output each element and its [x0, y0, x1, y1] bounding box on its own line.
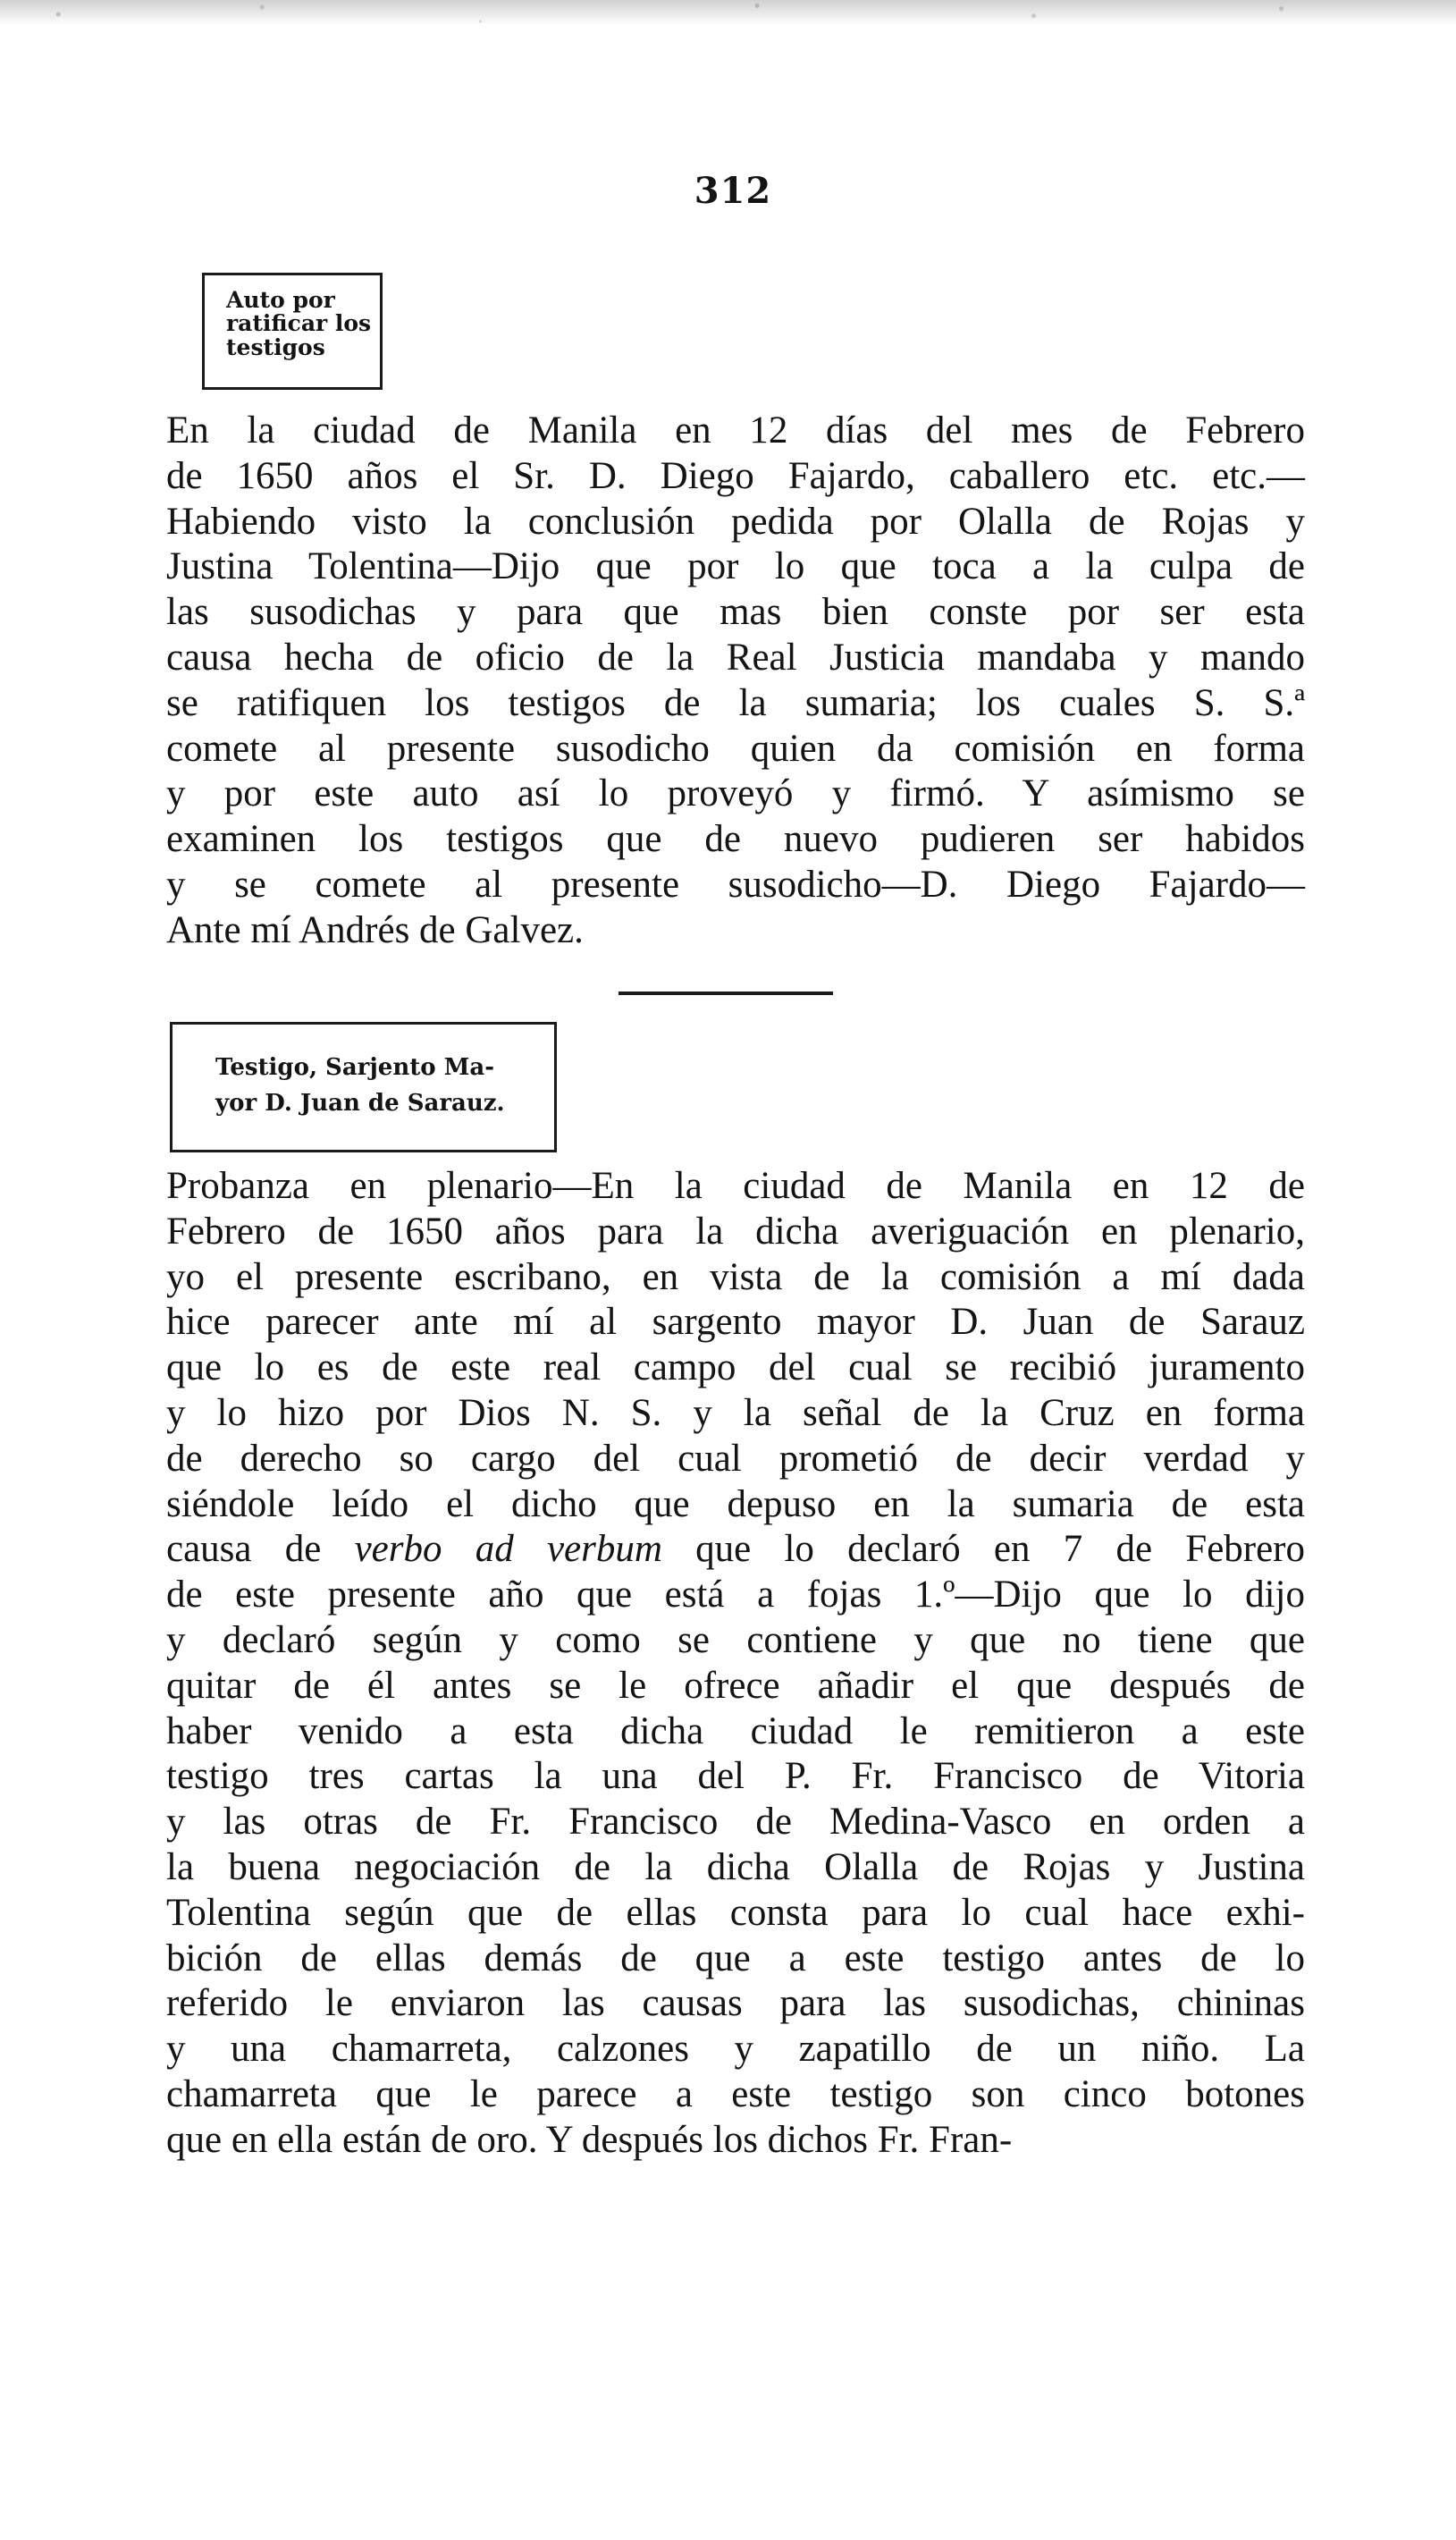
text-line: y se comete al presente susodicho—D. Diego Fajardo—: [166, 863, 1305, 906]
text-line: chamarreta que le parece a este testigo son cinco botones: [166, 2072, 1305, 2115]
text-line: bición de ellas demás de que a este testigo antes de lo: [166, 1937, 1305, 1979]
text-line: y lo hizo por Dios N. S. y la señal de la Cruz en forma: [166, 1391, 1305, 1434]
margin-note-testigo-text: Testigo, Sarjento Ma- yor D. Juan de Sarauz.: [215, 1054, 505, 1118]
text-line: testigo tres cartas la una del P. Fr. Francisco de Vitoria: [166, 1755, 1305, 1798]
text-line: que en ella están de oro. Y después los dichos Fr. Fran-: [166, 2118, 1013, 2161]
text-line: la buena negociación de la dicha Olalla de Rojas y Justina: [166, 1845, 1305, 1888]
text-line-mixed: [166, 1527, 1305, 1573]
text-line: haber venido a esta dicha ciudad le remitieron a este: [166, 1709, 1305, 1752]
italic-phrase: verbo ad verbum: [354, 1528, 662, 1571]
section-divider: [619, 992, 833, 995]
text-line: y por este auto así lo proveyó y firmó. Y asímismo se: [166, 772, 1305, 815]
text-line: Justina Tolentina—Dijo que por lo que toca a la culpa de: [166, 545, 1305, 588]
text-line: Probanza en plenario—En la ciudad de Manila en 12 de: [166, 1165, 1305, 1207]
scan-speckles: [0, 0, 1456, 72]
text-line: Ante mí Andrés de Galvez.: [166, 908, 584, 951]
text-line: comete al presente susodicho quien da comisión en forma: [166, 727, 1305, 770]
text-line: Tolentina según que de ellas consta para lo cual hace exhi-: [166, 1891, 1305, 1934]
text-line: causa hecha de oficio de la Real Justicia mandaba y mando: [166, 636, 1305, 679]
text-segment: causa de: [166, 1528, 355, 1571]
text-line: siéndole leído el dicho que depuso en la sumaria de esta: [166, 1482, 1305, 1525]
margin-note-testigo: [170, 1022, 557, 1152]
text-line: Habiendo visto la conclusión pedida por Olalla de Rojas y: [166, 500, 1305, 543]
text-line: las susodichas y para que mas bien conste por ser esta: [166, 591, 1305, 634]
text-line: de este presente año que está a fojas 1.º—Dijo que lo dijo: [166, 1574, 1305, 1616]
text-segment: que lo declaró en 7 de Febrero: [661, 1528, 1306, 1571]
text-line: Febrero de 1650 años para la dicha averiguación en plenario,: [166, 1210, 1305, 1253]
text-line: y las otras de Fr. Francisco de Medina-Vasco en orden a: [166, 1801, 1305, 1844]
text-line: se ratifiquen los testigos de la sumaria; los cuales S. S.ª: [166, 681, 1305, 724]
text-line: quitar de él antes se le ofrece añadir el que después de: [166, 1664, 1305, 1707]
margin-note-auto: [202, 273, 383, 390]
paragraph-probanza: [166, 1164, 1305, 2164]
text-line: En la ciudad de Manila en 12 días del mes de Febrero: [166, 409, 1305, 451]
text-line: de derecho so cargo del cual prometió de decir verdad y: [166, 1437, 1305, 1480]
text-line: y declaró según y como se contiene y que no tiene que: [166, 1618, 1305, 1661]
text-line: examinen los testigos que de nuevo pudieren ser habidos: [166, 818, 1305, 861]
text-line: de 1650 años el Sr. D. Diego Fajardo, caballero etc. etc.—: [166, 454, 1305, 497]
margin-note-auto-text: Auto por ratificar los testigos: [226, 287, 372, 360]
text-line: yo el presente escribano, en vista de la comisión a mí dada: [166, 1255, 1305, 1298]
paragraph-auto: [166, 409, 1305, 954]
text-line: referido le enviaron las causas para las susodichas, chininas: [166, 1982, 1305, 2025]
text-line: y una chamarreta, calzones y zapatillo de un niño. La: [166, 2028, 1305, 2071]
page-number: 312: [694, 170, 772, 212]
text-line: hice parecer ante mí al sargento mayor D. Juan de Sarauz: [166, 1301, 1305, 1344]
text-line: que lo es de este real campo del cual se recibió juramento: [166, 1346, 1305, 1389]
